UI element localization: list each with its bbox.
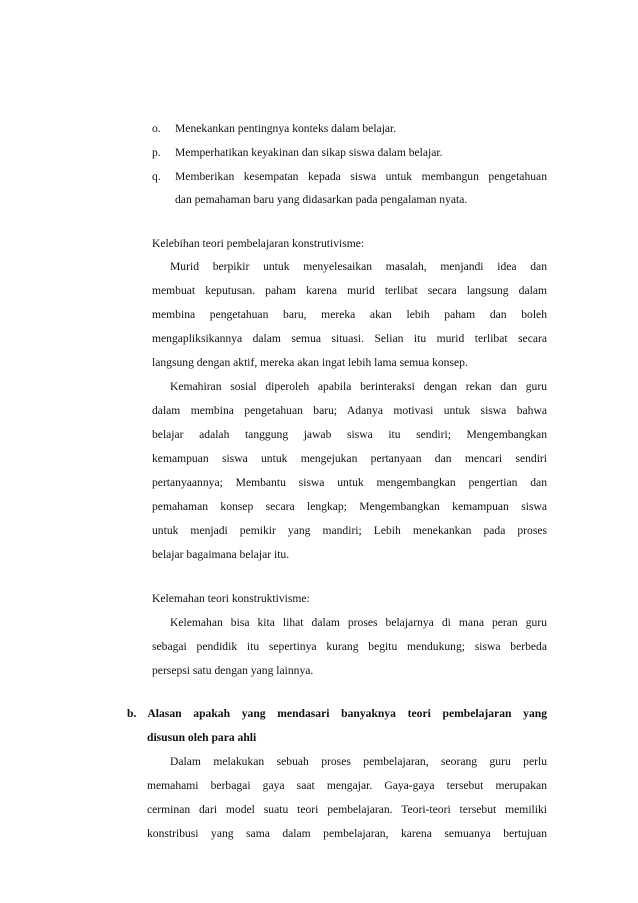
paragraph-line: pertanyaannya; Membantu siswa untuk mengembangkan pengertian dan xyxy=(152,476,547,489)
paragraph-line: Murid berpikir untuk menyelesaikan masalah, menjandi idea dan xyxy=(170,260,547,273)
list-item-text: Memperhatikan keyakinan dan sikap siswa dalam belajar. xyxy=(175,146,443,159)
paragraph-line: pemahaman konsep secara lengkap; Mengembangkan kemampuan siswa xyxy=(152,500,547,513)
paragraph-line: persepsi satu dengan yang lainnya. xyxy=(152,664,314,677)
list-marker: o. xyxy=(152,122,161,135)
paragraph-line: kemampuan siswa untuk mengejukan pertanyaan dan mencari sendiri xyxy=(152,452,547,465)
list-item-text: Memberikan kesempatan kepada siswa untuk membangun pengetahuan xyxy=(175,170,547,183)
paragraph-line: sebagai pendidik itu sepertinya kurang begitu mendukung; siswa berbeda xyxy=(152,640,547,653)
paragraph-line: cerminan dari model suatu teori pembelajaran. Teori-teori tersebut memiliki xyxy=(147,803,547,816)
list-marker: p. xyxy=(152,146,161,159)
list-marker: q. xyxy=(152,170,161,183)
paragraph-line: Kemahiran sosial diperoleh apabila berinteraksi dengan rekan dan guru xyxy=(170,380,547,393)
paragraph-line: membina pengetahuan baru, mereka akan lebih paham dan boleh xyxy=(152,308,547,321)
section-b-heading-cont: disusun oleh para ahli xyxy=(147,731,257,744)
paragraph-line: konstribusi yang sama dalam pembelajaran, karena semuanya bertujuan xyxy=(147,827,547,840)
section-heading-kelemahan: Kelemahan teori konstruktivisme: xyxy=(152,592,310,605)
paragraph-line: untuk menjadi pemikir yang mandiri; Lebih menekankan pada proses xyxy=(152,524,547,537)
section-heading-kelebihan: Kelebihan teori pembelajaran konstrutivisme: xyxy=(152,237,365,250)
paragraph-line: langsung dengan aktif, mereka akan ingat lebih lama semua konsep. xyxy=(152,356,468,369)
section-b-heading: b. Alasan apakah yang mendasari banyaknya teori pembelajaran yang xyxy=(127,707,547,720)
paragraph-line: Dalam melakukan sebuah proses pembelajaran, seorang guru perlu xyxy=(170,755,547,768)
paragraph-line: belajar bagaimana belajar itu. xyxy=(152,548,290,561)
paragraph-line: mengapliksikannya dalam semua situasi. Selian itu murid terlibat secara xyxy=(152,332,547,345)
paragraph-line: membuat keputusan. paham karena murid terlibat secara langsung dalam xyxy=(152,284,547,297)
list-item-text: dan pemahaman baru yang didasarkan pada pengalaman nyata. xyxy=(175,193,468,206)
paragraph-line: memahami berbagai gaya saat mengajar. Gaya-gaya tersebut merupakan xyxy=(147,779,547,792)
paragraph-line: dalam membina pengetahuan baru; Adanya motivasi untuk siswa bahwa xyxy=(152,404,547,417)
paragraph-line: belajar adalah tanggung jawab siswa itu sendiri; Mengembangkan xyxy=(152,428,547,441)
list-item-text: Menekankan pentingnya konteks dalam belajar. xyxy=(175,122,397,135)
paragraph-line: Kelemahan bisa kita lihat dalam proses belajarnya di mana peran guru xyxy=(170,616,547,629)
